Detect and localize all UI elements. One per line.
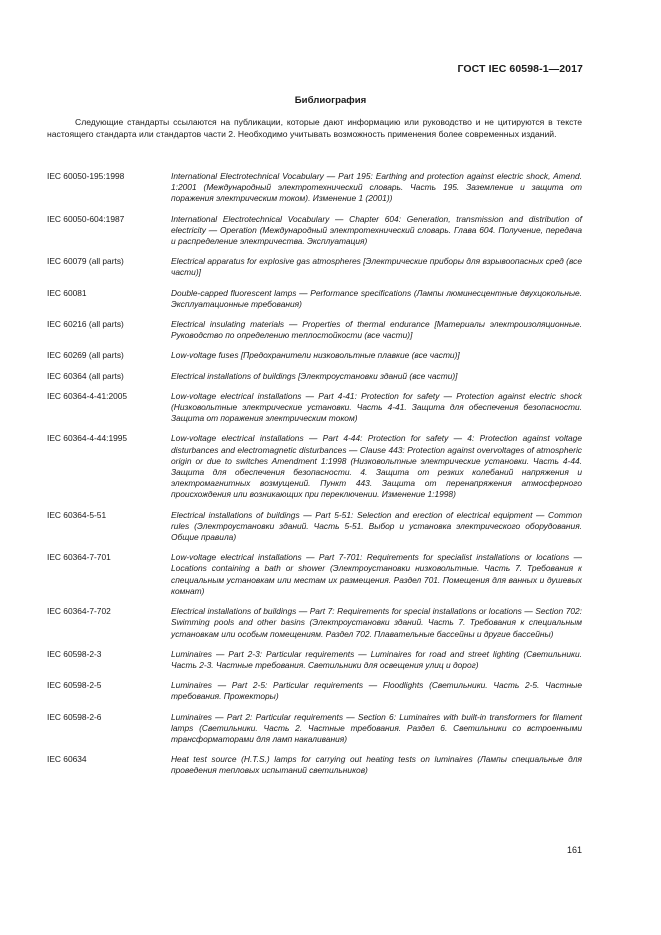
reference-text: Electrical insulating materials — Properties of thermal endurance [Материалы электроизоляционные. Руководство по определению теплостойкости (все части)] xyxy=(171,319,582,341)
reference-item xyxy=(47,350,582,361)
reference-code: IEC 60269 (all parts) xyxy=(47,350,124,361)
reference-item xyxy=(47,256,582,278)
reference-code: IEC 60634 xyxy=(47,754,87,765)
reference-text: Low-voltage fuses [Предохранители низковольтные плавкие (все части)] xyxy=(171,350,460,361)
reference-item xyxy=(47,510,582,544)
reference-text: Electrical apparatus for explosive gas atmospheres [Электрические приборы для взрывоопасных сред (все части)] xyxy=(171,256,582,278)
reference-code: IEC 60364 (all parts) xyxy=(47,370,124,381)
standard-header: ГОСТ IEC 60598-1—2017 xyxy=(457,63,583,75)
reference-item xyxy=(47,391,582,425)
bibliography-list xyxy=(47,171,582,777)
reference-text: Electrical installations of buildings — Part 7: Requirements for special installations or locations — Section 702: Swimming pools and other basins (Электроустановки зданий. Часть 7. Требования к специальным установкам или особым помещениям. Раздел 702. Плавательные бассейны и другие бассейны) xyxy=(171,606,582,639)
page-title: Библиография xyxy=(294,95,367,106)
reference-code: IEC 60081 xyxy=(47,287,87,298)
reference-text: Electrical installations of buildings [Электроустановки зданий (все части)] xyxy=(171,370,458,381)
reference-code: IEC 60364-4-44:1995 xyxy=(47,433,128,444)
reference-code: IEC 60364-5-51 xyxy=(47,509,107,520)
reference-code: IEC 60079 (all parts) xyxy=(47,256,124,267)
reference-code: IEC 60216 (all parts) xyxy=(47,319,124,330)
reference-item xyxy=(47,433,582,500)
reference-item xyxy=(47,371,582,382)
reference-code: IEC 60364-4-41:2005 xyxy=(47,390,128,401)
reference-item xyxy=(47,606,582,640)
reference-text: Low-voltage electrical installations — Part 7-701: Requirements for specialist installations or locations — Locations containing a bath or shower (Электроустановки низковольтные. Часть 7. Требования к специальным установкам или местам их размещения. Раздел 701. Помещения для ванных и душевых комнат) xyxy=(171,552,582,596)
reference-text: Low-voltage electrical installations — Part 4-44: Protection for safety — 4: Protection against voltage disturbances and electromagnetic disturbances — Clause 443: Protection against overvoltages of atmospheric origin or due to switches Amendment 1:1998 (Низковольтные электрические установки. Часть 4-44. Защита для обеспечения безопасности. 4. Защита от резких колебаний напряжения и электромагнитных возмущений. Пункт 443. Защита от перенапряжения атмосферного происхождения или возникающих при переключении. Изменение 1:1998) xyxy=(171,433,582,500)
reference-code: IEC 60598-2-5 xyxy=(47,680,102,691)
intro-paragraph: Следующие стандарты ссылаются на публикации, которые дают информацию или руководство и не цитируются в тексте настоящего стандарта или стандартов части 2. Необходимо учитывать возможность применения более современных изданий. xyxy=(47,117,582,140)
reference-text: International Electrotechnical Vocabulary — Chapter 604: Generation, transmission and distribution of electricity — Operation (Международный электротехнический словарь. Глава 604. Получение, передача и распределение электричества. Эксплуатация) xyxy=(171,213,582,247)
reference-item xyxy=(47,680,582,702)
reference-text: Double-capped fluorescent lamps — Performance specifications (Лампы люминесцентные двухцокольные. Эксплуатационные требования) xyxy=(171,287,582,309)
reference-code: IEC 60364-7-701 xyxy=(47,552,111,563)
reference-text: Luminaires — Part 2-3: Particular requirements — Luminaires for road and street lighting (Светильники. Часть 2-3. Частные требования. Светильники для освещения улиц и дорог) xyxy=(171,648,582,670)
reference-text: Luminaires — Part 2-5: Particular requirements — Floodlights (Светильники. Часть 2-5. Частные требования. Прожекторы) xyxy=(171,680,582,702)
reference-item xyxy=(47,712,582,746)
reference-item xyxy=(47,649,582,671)
reference-item xyxy=(47,288,582,310)
reference-code: IEC 60598-2-6 xyxy=(47,711,102,722)
reference-text: International Electrotechnical Vocabulary — Part 195: Earthing and protection against electric shock, Amend. 1:2001 (Международный электротехнический словарь. Часть 195. Заземление и защита от поражения электрическим током). Изменение 1 (2001)) xyxy=(171,171,582,204)
reference-code: IEC 60050-195:1998 xyxy=(47,171,125,181)
reference-text: Electrical installations of buildings — Part 5-51: Selection and erection of electrical equipment — Common rules (Электроустановки зданий. Часть 5-51. Выбор и установка электрического оборудования. Общие правила) xyxy=(171,509,582,543)
page-number: 161 xyxy=(566,845,582,855)
reference-item xyxy=(47,552,582,597)
reference-item xyxy=(47,171,582,205)
reference-item xyxy=(47,319,582,341)
reference-text: Low-voltage electrical installations — Part 4-41: Protection for safety — Protection against electric shock (Низковольтные электрические установки. Часть 4-41. Защита для обеспечения безопасности. Защита от поражения электрическим током) xyxy=(171,390,582,424)
reference-code: IEC 60050-604:1987 xyxy=(47,213,125,224)
reference-code: IEC 60364-7-702 xyxy=(47,606,111,617)
reference-item xyxy=(47,754,582,776)
reference-item xyxy=(47,214,582,248)
reference-code: IEC 60598-2-3 xyxy=(47,648,102,659)
reference-text: Heat test source (H.T.S.) lamps for carrying out heating tests on luminaires (Лампы специальные для проведения тепловых испытаний светильников) xyxy=(171,754,582,776)
reference-text: Luminaires — Part 2: Particular requirements — Section 6: Luminaires with built-in transformers for filament lamps (Светильники. Часть 2. Частные требования. Раздел 6. Светильники со встроенными трансформаторами для ламп накаливания) xyxy=(171,711,582,744)
